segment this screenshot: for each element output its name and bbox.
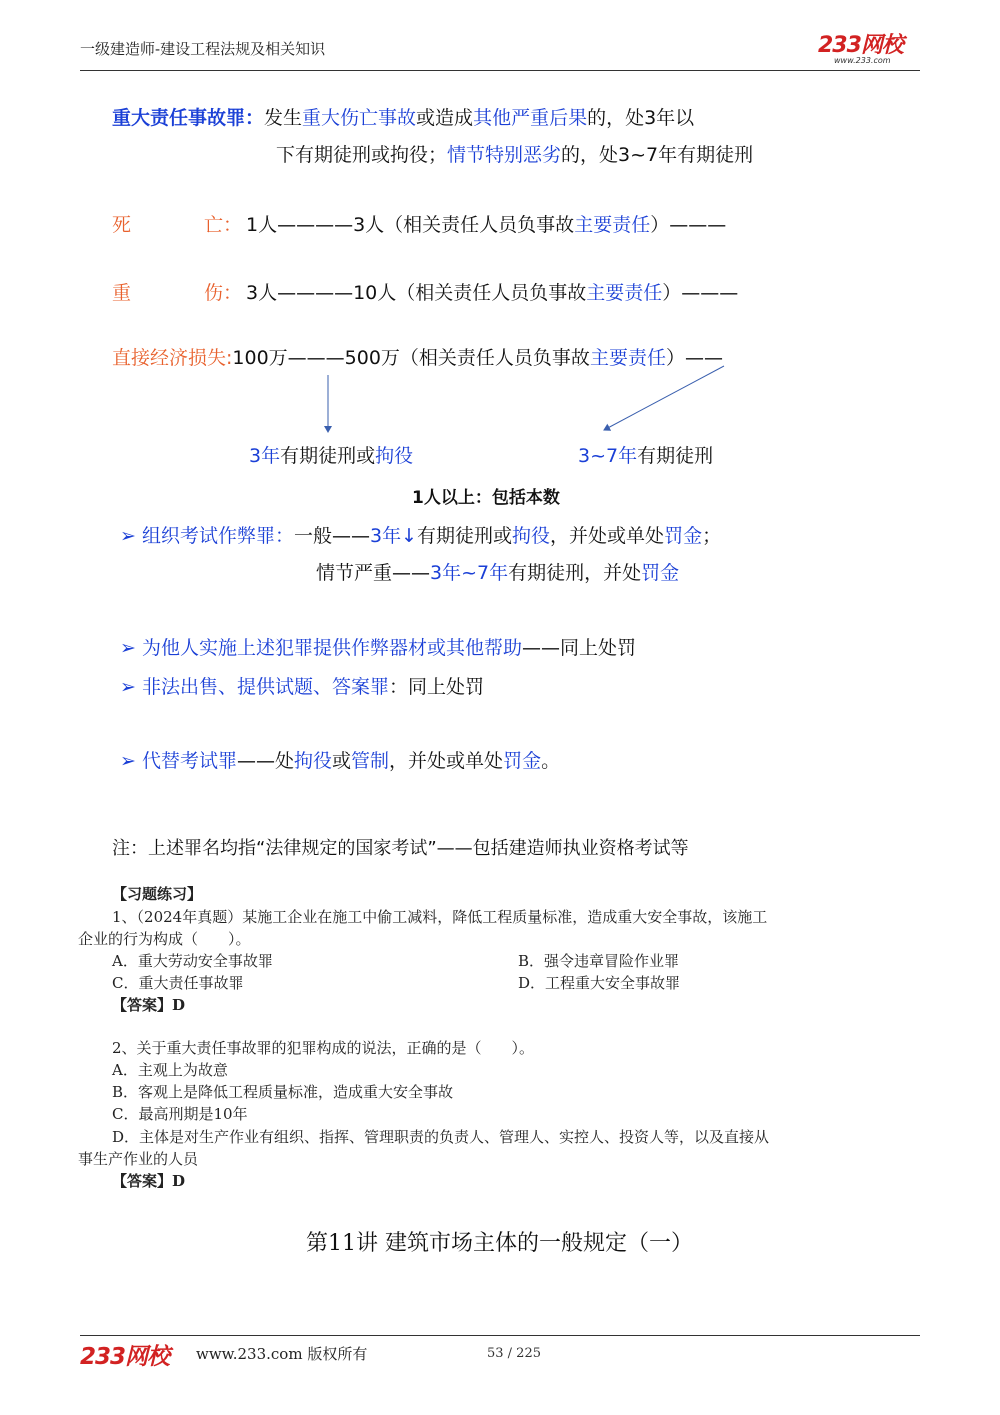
result-text: 有期徒刑 xyxy=(637,445,714,467)
q1-option-a: A．重大劳动安全事故罪 xyxy=(112,952,273,970)
bullet-exam-cheating xyxy=(120,521,721,548)
crime1-text: 的，处3年以 xyxy=(587,107,695,129)
exam-note: 注：上述罪名均指“法律规定的国家考试”——包括建造师执业资格考试等 xyxy=(112,838,689,859)
threshold-text: 3人————10人（相关责任人员负事故 xyxy=(246,282,587,304)
section-title: 第11讲 建筑市场主体的一般规定（一） xyxy=(306,1231,693,1256)
crime1-text: 下有期徒刑或拘役； xyxy=(276,144,448,166)
crime1-text: 或造成 xyxy=(416,107,474,129)
logo-text: 233网校 xyxy=(818,33,903,58)
result-text: 有期徒刑或 xyxy=(280,445,376,467)
q2-option-b: B．客观上是降低工程质量标准，造成重大安全事故 xyxy=(112,1083,454,1101)
footer-copyright: www.233.com 版权所有 xyxy=(196,1345,368,1363)
injury-label-1: 重 xyxy=(112,282,132,304)
death-label-2: 亡： xyxy=(204,214,243,236)
bullet-highlight: 罚金 xyxy=(664,525,703,547)
threshold-text: ）——— xyxy=(662,282,739,304)
q1-stem-line2: 企业的行为构成（ ）。 xyxy=(78,930,251,948)
result-highlight: 3~7年 xyxy=(578,445,638,467)
bullet-arrow-icon: ➢ xyxy=(120,750,142,772)
q2-stem: 2、关于重大责任事故罪的犯罪构成的说法，正确的是（ ）。 xyxy=(112,1039,535,1057)
q1-stem-line1: 1、（2024年真题）某施工企业在施工中偷工减料，降低工程质量标准，造成重大安全事故，该施工 xyxy=(112,908,768,926)
bullet-highlight: 管制 xyxy=(351,750,390,772)
threshold-highlight: 主要责任 xyxy=(589,347,666,369)
crime1-text: 的，处3~7年有期徒刑 xyxy=(561,144,754,166)
crime1-highlight: 情节特别恶劣 xyxy=(447,144,562,166)
crime1-label: 重大责任事故罪： xyxy=(112,107,265,129)
threshold-highlight: 主要责任 xyxy=(574,214,651,236)
result-right xyxy=(578,441,713,468)
footer-divider xyxy=(80,1335,920,1336)
q2-option-c: C．最高刑期是10年 xyxy=(112,1105,248,1123)
bullet-label: 为他人实施上述犯罪提供作弊器材或其他帮助 xyxy=(141,637,522,659)
bullet-text: 或 xyxy=(332,750,352,772)
arrow-right xyxy=(604,366,724,430)
result-highlight: 3年 xyxy=(249,445,281,467)
q2-option-d-line2: 事生产作业的人员 xyxy=(78,1150,199,1168)
bullet-text: ，并处或单处 xyxy=(550,525,665,547)
bullet-highlight: 拘役 xyxy=(294,750,333,772)
bullet-highlight: 拘役 xyxy=(512,525,551,547)
threshold-text: ）——— xyxy=(650,214,727,236)
bullet-provide-tools xyxy=(120,633,636,660)
bullet-highlight: 3年↓ xyxy=(370,525,418,547)
bullet-substitute-exam xyxy=(120,746,560,773)
bullet-text: ，并处或单处 xyxy=(389,750,504,772)
q2-option-a: A．主观上为故意 xyxy=(112,1061,228,1079)
q1-option-b: B．强令违章冒险作业罪 xyxy=(518,952,680,970)
result-highlight: 拘役 xyxy=(375,445,414,467)
footer-logo-text: 233网校 xyxy=(80,1344,170,1370)
threshold-text: 1人————3人（相关责任人员负事故 xyxy=(246,214,575,236)
footer-logo xyxy=(80,1338,169,1371)
crime1-highlight: 重大伤亡事故 xyxy=(302,107,417,129)
bullet-highlight: 3年~7年 xyxy=(430,562,509,584)
crime1-text: 发生 xyxy=(264,107,303,129)
q2-answer: 【答案】D xyxy=(112,1172,186,1190)
bullet-text: ； xyxy=(702,525,722,547)
bullet-arrow-icon: ➢ xyxy=(120,525,142,547)
death-label-1: 死 xyxy=(112,214,132,236)
q1-option-d: D．工程重大安全事故罪 xyxy=(518,974,681,992)
bullet-text: 有期徒刑或 xyxy=(417,525,513,547)
loss-label: 直接经济损失: xyxy=(112,347,233,369)
result-left xyxy=(249,441,413,468)
practice-heading: 【习题练习】 xyxy=(112,885,203,903)
threshold-text: 100万———500万（相关责任人员负事故 xyxy=(232,347,590,369)
bullet-highlight: 罚金 xyxy=(641,562,680,584)
crime1-highlight: 其他严重后果 xyxy=(473,107,588,129)
bullet-text: 情节严重—— xyxy=(316,562,431,584)
bullet-highlight: 罚金 xyxy=(503,750,542,772)
bullet-arrow-icon: ➢ xyxy=(120,676,142,698)
header-title: 一级建造师-建设工程法规及相关知识 xyxy=(80,40,326,58)
threshold-text: ）—— xyxy=(665,347,723,369)
bullet-text: 一般—— xyxy=(293,525,370,547)
threshold-highlight: 主要责任 xyxy=(586,282,663,304)
bullet-sell-questions xyxy=(120,672,484,699)
bullet-text: ——处 xyxy=(236,750,294,772)
q1-option-c: C．重大责任事故罪 xyxy=(112,974,244,992)
bullet-exam-cheating-line2 xyxy=(316,558,679,585)
logo-url: www.233.com xyxy=(834,56,891,65)
bullet-text: ：同上处罚 xyxy=(388,676,484,698)
bullet-text: 有期徒刑，并处 xyxy=(508,562,642,584)
arrows-diagram xyxy=(0,0,1000,470)
bullet-label: 非法出售、提供试题、答案罪 xyxy=(141,676,389,698)
page-number: 53 / 225 xyxy=(487,1346,541,1361)
bullet-text: ——同上处罚 xyxy=(521,637,636,659)
q2-option-d-line1: D．主体是对生产作业有组织、指挥、管理职责的负责人、管理人、实控人、投资人等，以及直接从 xyxy=(112,1128,770,1146)
bullet-label: 代替考试罪 xyxy=(141,750,237,772)
bullet-text: 。 xyxy=(541,750,561,772)
injury-label-2: 伤： xyxy=(204,282,243,304)
q1-answer: 【答案】D xyxy=(112,996,186,1014)
bullet-arrow-icon: ➢ xyxy=(120,637,142,659)
threshold-note: 1人以上：包括本数 xyxy=(412,488,560,508)
bullet-label: 组织考试作弊罪： xyxy=(141,525,294,547)
